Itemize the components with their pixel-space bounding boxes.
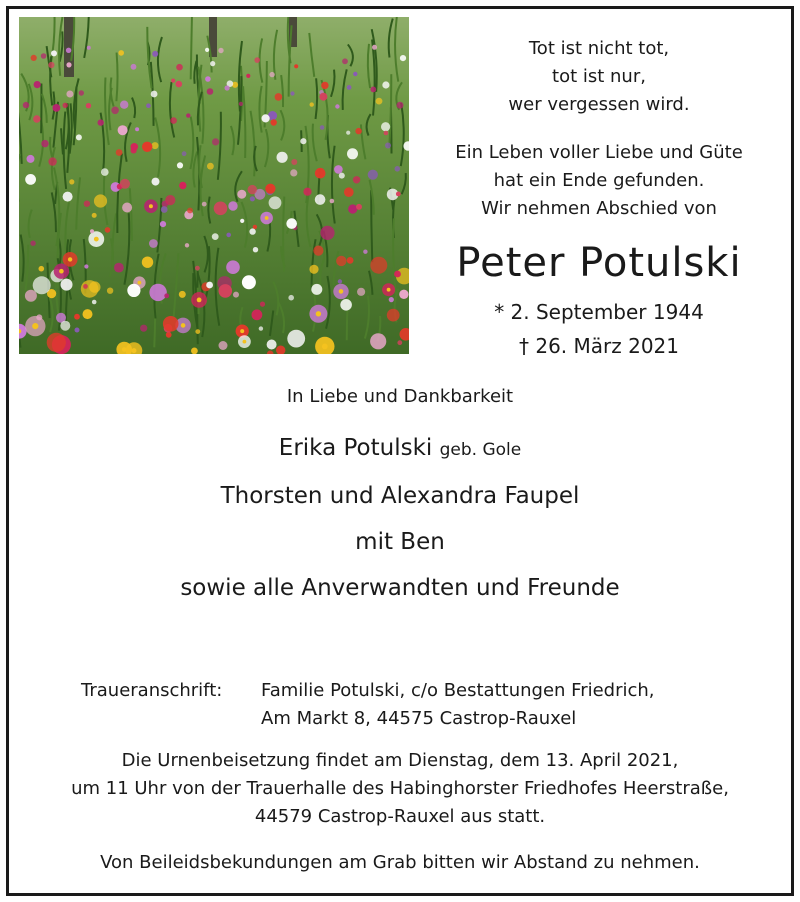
service-line: 44579 Castrop-Rauxel aus statt. <box>254 806 546 827</box>
address-label: Traueranschrift: <box>81 680 223 701</box>
wildflower-meadow-image <box>19 17 409 354</box>
mourner-spouse <box>9 425 791 473</box>
address-line: Am Markt 8, 44575 Castrop-Rauxel <box>261 708 577 729</box>
deceased-name: Peter Potulski <box>456 240 742 286</box>
mourning-address <box>81 677 761 733</box>
service-line: Die Urnenbeisetzung findet am Dienstag, dem 13. April 2021, <box>121 750 679 771</box>
obituary-frame <box>6 6 794 896</box>
service-line: um 11 Uhr von der Trauerhalle des Habinghorster Friedhofes Heerstraße, <box>71 778 729 799</box>
mourner-line: mit Ben <box>355 529 445 555</box>
death-date: † 26. März 2021 <box>518 334 679 358</box>
birth-date: * 2. September 1944 <box>494 300 704 324</box>
wildflower-meadow-photo <box>19 17 409 354</box>
mourners-intro: In Liebe und Dankbarkeit <box>286 386 514 407</box>
address-line: Familie Potulski, c/o Bestattungen Friedrich, <box>261 680 655 701</box>
memorial-verse <box>414 35 784 223</box>
funeral-service-info <box>9 747 791 831</box>
spouse-name: Erika Potulski <box>278 435 433 461</box>
intro-line: hat ein Ende gefunden. <box>493 170 705 191</box>
mourner-line: sowie alle Anverwandten und Freunde <box>180 575 620 601</box>
verse-line: Tot ist nicht tot, <box>528 38 670 59</box>
verse-line: wer vergessen wird. <box>508 94 690 115</box>
intro-line: Wir nehmen Abschied von <box>481 198 717 219</box>
spouse-maiden-name: geb. Gole <box>439 440 522 460</box>
mourners-list <box>9 425 791 611</box>
verse-line: tot ist nur, <box>552 66 646 87</box>
condolence-note: Von Beileidsbekundungen am Grab bitten wir Abstand zu nehmen. <box>100 852 700 873</box>
intro-line: Ein Leben voller Liebe und Güte <box>455 142 743 163</box>
life-dates <box>414 295 784 363</box>
mourner-line: Thorsten und Alexandra Faupel <box>220 483 580 509</box>
